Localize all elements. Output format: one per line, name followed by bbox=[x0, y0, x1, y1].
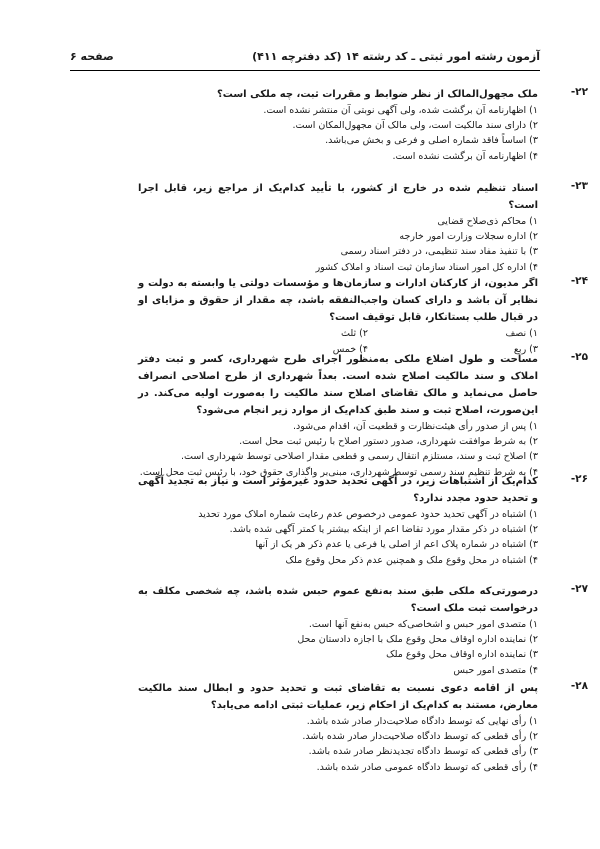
question-28 bbox=[138, 680, 588, 775]
option-3: ۳) اصلاح ثبت و سند، مستلزم انتقال رسمی و قطعی مقدار اصلاحی توسط شهرداری است. bbox=[181, 451, 538, 463]
option-4: ۴) متصدی امور حبس bbox=[453, 664, 538, 676]
option-4: ۴) اشتباه در محل وقوع ملک و همچنین عدم ذکر محل وقوع ملک bbox=[285, 554, 538, 566]
option-3: ۳) اشتباه در شماره پلاک اعم از اصلی یا فرعی یا عدم ذکر هر یک از آنها bbox=[255, 539, 538, 551]
question-stem: مساحت و طول اضلاع ملکی به‌منظور اجرای طرح شهرداری، کسر و ثبت دفتر املاک و سند مالکیت اصلاح شده است. بعداً شهرداری از طرح اصلاحی انصراف حاصل می‌نماید و مالک تقاضای اصلاح سند مالکیت را به‌صورت اولیه می‌کند. در این‌صورت، اصلاح ثبت و سند طبق کدام‌یک از موارد زیر انجام می‌شود؟ bbox=[138, 354, 538, 416]
option-2: ۲) ثلث bbox=[341, 328, 368, 339]
question-number: ۲۸- bbox=[570, 680, 588, 692]
option-2: ۲) نماینده اداره اوقاف محل وقوع ملک با اجازه دادستان محل bbox=[297, 634, 538, 646]
question-number: ۲۷- bbox=[570, 583, 588, 595]
option-1: ۱) اشتباه در آگهی تحدید حدود عمومی درخصوص عدم رعایت شماره املاک مورد تحدید bbox=[198, 509, 538, 520]
option-3: ۳) ربع bbox=[513, 344, 538, 355]
option-1: ۱) پس از صدور رأی هیئت‌نظارت و قطعیت آن، اقدام می‌شود. bbox=[292, 421, 538, 432]
question-number: ۲۳- bbox=[570, 180, 588, 192]
page-number: صفحه ۶ bbox=[70, 50, 114, 63]
option-2: ۲) رأی قطعی که توسط دادگاه صلاحیت‌دار صادر شده باشد. bbox=[302, 731, 538, 743]
question-26 bbox=[138, 473, 588, 568]
question-number: ۲۵- bbox=[570, 351, 588, 363]
option-4: ۴) رأی قطعی که توسط دادگاه عمومی صادر شده باشد. bbox=[316, 761, 538, 773]
question-number: ۲۲- bbox=[570, 86, 588, 98]
option-2: ۲) به شرط موافقت شهرداری، صدور دستور اصلاح با رئیس ثبت محل است. bbox=[239, 436, 538, 448]
exam-title: آزمون رشته امور ثبتی ـ کد رشته ۱۴ (کد دفترچه ۴۱۱) bbox=[252, 50, 540, 63]
option-1: ۱) اظهارنامه آن برگشت شده، ولی آگهی نوبتی آن منتشر نشده است. bbox=[263, 105, 538, 116]
option-1: ۱) محاکم ذی‌صلاح قضایی bbox=[437, 216, 538, 227]
question-stem: کدام‌یک از اشتباهات زیر، در آگهی تحدید حدود غیرمؤثر است و نیاز به تجدید آگهی و تحدید حدود مجدد ندارد؟ bbox=[138, 476, 538, 504]
question-stem: اسناد تنظیم شده در خارج از کشور، با تأیید کدام‌یک از مراجع زیر، قابل اجرا است؟ bbox=[138, 183, 538, 211]
option-1: ۱) رأی نهایی که توسط دادگاه صلاحیت‌دار صادر شده باشد. bbox=[306, 716, 538, 727]
option-3: ۳) نماینده اداره اوقاف محل وقوع ملک bbox=[386, 649, 538, 661]
option-4: ۴) اداره کل امور اسناد سازمان ثبت اسناد و املاک کشور bbox=[315, 261, 538, 273]
question-22 bbox=[138, 86, 588, 164]
option-2: ۲) دارای سند مالکیت است، ولی مالک آن مجهول‌المکان است. bbox=[292, 120, 538, 132]
option-4: ۴) خمس bbox=[332, 344, 368, 355]
page-header bbox=[70, 50, 540, 71]
option-1: ۱) متصدی امور حبس و اشخاصی‌که حبس به‌نفع آنها است. bbox=[308, 619, 538, 630]
question-number: ۲۶- bbox=[570, 473, 588, 485]
option-4: ۴) اظهارنامه آن برگشت نشده است. bbox=[392, 150, 538, 162]
question-23 bbox=[138, 180, 588, 275]
question-stem: ملک مجهول‌المالک از نظر ضوابط و مقررات ثبت، چه ملکی است؟ bbox=[216, 89, 538, 100]
question-27 bbox=[138, 583, 588, 678]
option-3: ۳) رأی قطعی که توسط دادگاه تجدیدنظر صادر شده باشد. bbox=[308, 746, 538, 758]
option-2: ۲) اشتباه در ذکر مقدار مورد تقاضا اعم از اینکه بیشتر یا کمتر آگهی شده باشد. bbox=[229, 524, 538, 536]
option-1: ۱) نصف bbox=[505, 328, 538, 339]
question-stem: درصورتی‌که ملکی طبق سند به‌نفع عموم حبس شده باشد، چه شخصی مکلف به درخواست ثبت ملک است؟ bbox=[138, 586, 538, 614]
question-number: ۲۴- bbox=[570, 275, 588, 287]
option-2: ۲) اداره سجلات وزارت امور خارجه bbox=[399, 231, 538, 243]
question-stem: اگر مدیون، از کارکنان ادارات و سازمان‌ها و مؤسسات دولتی یا وابسته به دولت و نظایر آن باشد و دارای کسان واجب‌النفقه باشد، چه مقدار از حقوق و مزایای او در قبال طلب بستانکار، قابل توقیف است؟ bbox=[138, 278, 538, 323]
question-stem: پس از اقامه دعوی نسبت به تقاضای ثبت و تحدید حدود و ابطال سند مالکیت معارض، مستند به کدام‌یک از احکام زیر، عملیات ثبتی ادامه می‌یابد؟ bbox=[138, 683, 538, 711]
option-3: ۳) با تنفیذ مفاد سند تنظیمی، در دفتر اسناد رسمی bbox=[340, 246, 538, 258]
option-3: ۳) اساساً فاقد شماره اصلی و فرعی و بخش می‌باشد. bbox=[325, 135, 538, 147]
option-4: ۴) به شرط تنظیم سند رسمی توسط شهرداری، مبنی‌بر واگذاری حقوق خود، با رئیس ثبت محل است. bbox=[139, 466, 538, 478]
